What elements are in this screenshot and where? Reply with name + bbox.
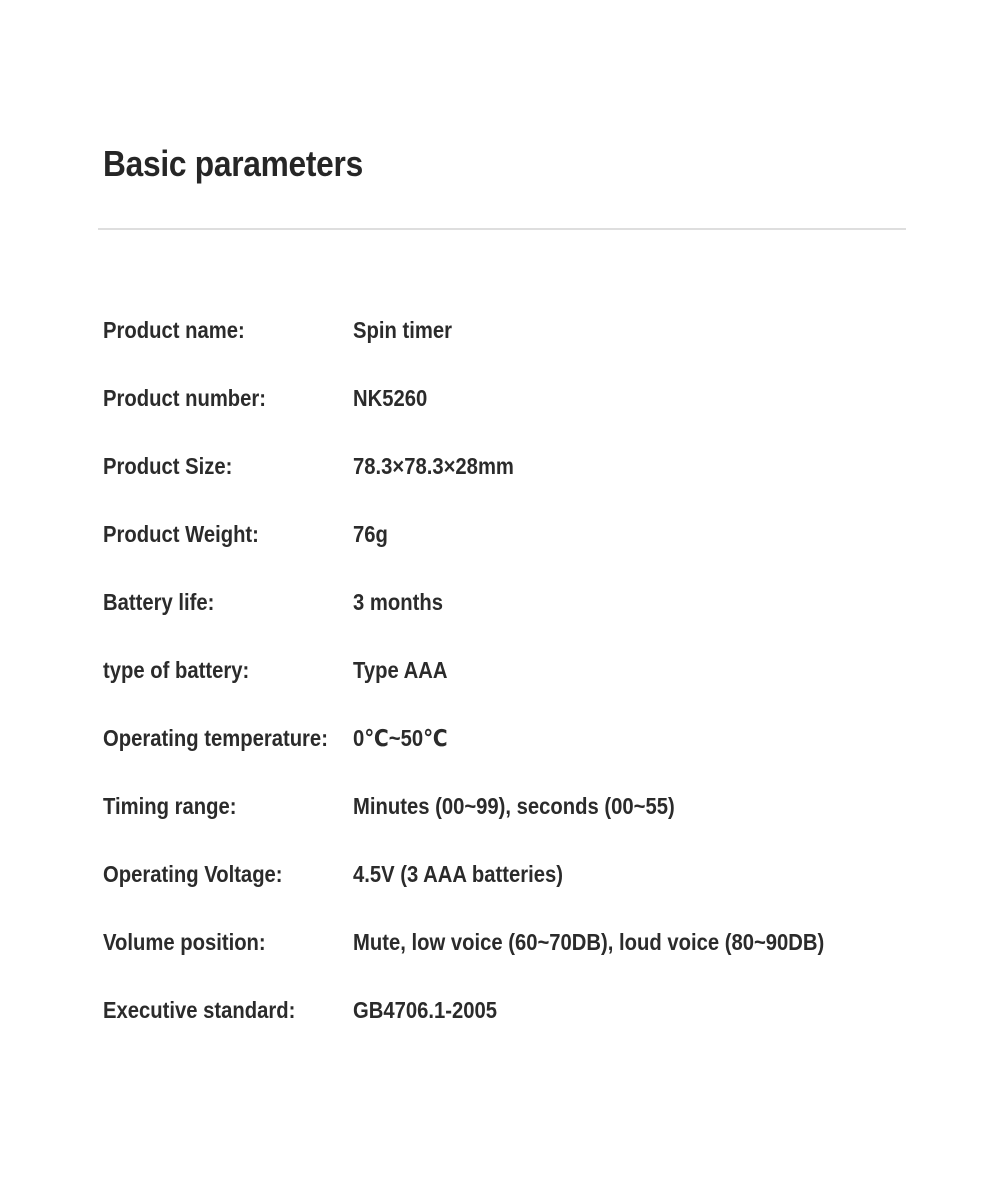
param-row-product-number — [0, 380, 1000, 448]
parameter-list — [0, 312, 1000, 1060]
param-label: Volume position: — [103, 929, 266, 955]
param-value: 0℃~50℃ — [353, 725, 448, 751]
param-label: Product number: — [103, 385, 267, 411]
param-label: Timing range: — [103, 793, 237, 819]
param-label: Operating temperature: — [103, 725, 328, 751]
param-label: Product Size: — [103, 453, 233, 479]
param-label: type of battery: — [103, 657, 250, 683]
param-value: 78.3×78.3×28mm — [353, 453, 514, 479]
param-value: 4.5V (3 AAA batteries) — [353, 861, 563, 887]
param-label: Product name: — [103, 317, 245, 343]
param-row-product-name — [0, 312, 1000, 380]
page-title: Basic parameters — [103, 143, 363, 184]
param-label: Product Weight: — [103, 521, 259, 547]
param-row-battery-life — [0, 584, 1000, 652]
param-row-product-weight — [0, 516, 1000, 584]
param-value: Type AAA — [353, 657, 448, 683]
divider — [98, 228, 906, 230]
param-row-operating-temperature — [0, 720, 1000, 788]
param-label: Battery life: — [103, 589, 215, 615]
param-label: Executive standard: — [103, 997, 296, 1023]
param-value: Mute, low voice (60~70DB), loud voice (80~90DB) — [353, 929, 825, 955]
param-value: GB4706.1-2005 — [353, 997, 498, 1023]
param-row-timing-range — [0, 788, 1000, 856]
param-row-volume-position — [0, 924, 1000, 992]
param-value: 3 months — [353, 589, 443, 615]
param-value: NK5260 — [353, 385, 428, 411]
param-row-operating-voltage — [0, 856, 1000, 924]
param-value: Minutes (00~99), seconds (00~55) — [353, 793, 675, 819]
param-row-executive-standard — [0, 992, 1000, 1060]
param-label: Operating Voltage: — [103, 861, 283, 887]
param-value: 76g — [353, 521, 388, 547]
param-row-battery-type — [0, 652, 1000, 720]
param-value: Spin timer — [353, 317, 452, 343]
param-row-product-size — [0, 448, 1000, 516]
